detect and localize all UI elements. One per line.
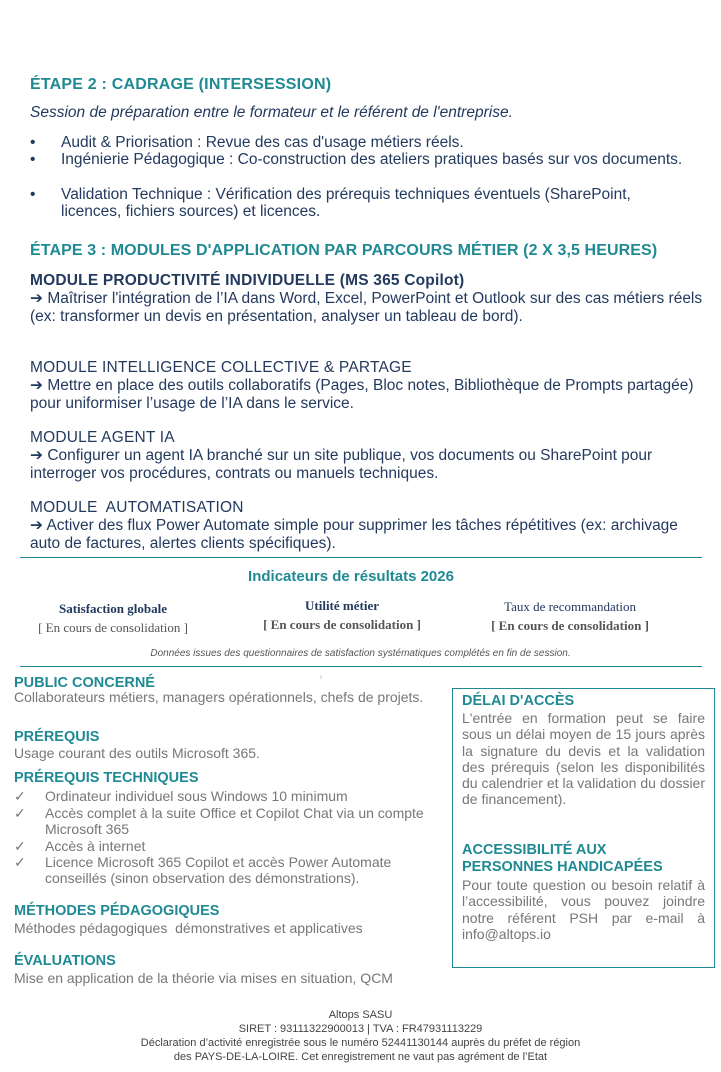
footer-siret: SIRET : 93111322900013 | TVA : FR47931113229	[238, 1023, 483, 1035]
check-text: Ordinateur individuel sous Windows 10 minimum	[45, 788, 348, 804]
module-text	[30, 517, 712, 552]
bullet-icon: •	[30, 134, 36, 151]
check-icon: ✓	[14, 788, 26, 804]
methodes-title: MÉTHODES PÉDAGOGIQUES	[14, 903, 220, 919]
methodes-text: Méthodes pédagogiques démonstratives et applicatives	[14, 920, 363, 936]
etape2-subtitle: Session de préparation entre le formateur et le référent de l'entreprise.	[30, 104, 513, 121]
delai-title: DÉLAI D'ACCÈS	[462, 693, 575, 709]
prerequis-text: Usage courant des outils Microsoft 365.	[14, 745, 260, 761]
module-description: Activer des flux Power Automate simple pour supprimer les tâches répétitives (ex: archivage auto de factures, alertes clients spécifiques).	[30, 517, 678, 552]
module-title	[30, 359, 412, 377]
footer-declaration-2: des PAYS-DE-LA-LOIRE. Cet enregistrement ne vaut pas agrément de l’Etat	[173, 1051, 548, 1063]
evaluations-text: Mise en application de la théorie via mises en situation, QCM	[14, 970, 393, 986]
indicator-label: Satisfaction globale	[59, 601, 167, 616]
module-title	[30, 272, 464, 290]
module-text	[30, 447, 712, 482]
bullet-text: Ingénierie Pédagogique : Co-construction des ateliers pratiques basés sur vos documents.	[61, 151, 683, 168]
accessibilite-title-line1: ACCESSIBILITÉ AUX	[462, 842, 607, 858]
public-text: Collaborateurs métiers, managers opérationnels, chefs de projets.	[14, 689, 424, 705]
accessibilite-text: Pour toute question ou besoin relatif à l’accessibilité, vous pouvez joindre notre référent PSH par e-mail à info@altops.io	[462, 877, 705, 942]
module-description: Configurer un agent IA branché sur un site publique, vos documents ou SharePoint pour interroger vos procédures, contrats ou manuels techniques.	[30, 447, 653, 482]
bullet-text: Validation Technique : Vérification des prérequis techniques éventuels (SharePoint, licences, fichiers sources) et licences.	[61, 186, 631, 220]
accessibilite-title-line2: PERSONNES HANDICAPÉES	[462, 859, 663, 875]
indicator-recommandation	[475, 599, 665, 634]
indicator-value: [ En cours de consolidation ]	[263, 617, 421, 632]
check-text: Accès complet à la suite Office et Copilot Chat via un compte Microsoft 365	[45, 805, 424, 837]
module-title-suffix: (MS 365 Copilot)	[335, 272, 465, 289]
etape3-title: ÉTAPE 3 : MODULES D'APPLICATION PAR PARCOURS MÉTIER (2 X 3,5 HEURES)	[30, 242, 658, 259]
delai-text: L'entrée en formation peut se faire sous un délai moyen de 15 jours après la signature du devis et la validation des prérequis (selon les disponibilités du calendrier et la validation du dossier de financement).	[462, 710, 705, 808]
check-text: Licence Microsoft 365 Copilot et accès Power Automate conseillés (sinon observation des démonstrations).	[45, 854, 392, 886]
prerequis-title: PRÉREQUIS	[14, 729, 100, 745]
module-title-main: MODULE AGENT IA	[30, 429, 175, 446]
indicator-utilite	[245, 598, 439, 633]
divider	[20, 557, 702, 558]
bullet-icon: •	[30, 151, 36, 168]
check-text: Accès à internet	[45, 838, 146, 854]
indicator-label: Taux de recommandation	[504, 599, 636, 614]
module-text	[30, 290, 712, 325]
check-icon: ✓	[14, 838, 26, 854]
arrow-icon: ➔	[30, 377, 43, 394]
module-title	[30, 429, 175, 447]
etape2-title: ÉTAPE 2 : CADRAGE (INTERSESSION)	[30, 76, 332, 93]
check-icon: ✓	[14, 854, 26, 870]
indicator-value: [ En cours de consolidation ]	[38, 620, 188, 635]
indicator-value: [ En cours de consolidation ]	[491, 618, 649, 633]
divider	[20, 666, 702, 667]
info-box	[452, 688, 715, 968]
arrow-icon: ➔	[30, 517, 43, 534]
footer-declaration: Déclaration d’activité enregistrée sous le numéro 52441130144 auprès du préfet de région	[140, 1037, 581, 1049]
module-description: Mettre en place des outils collaboratifs (Pages, Bloc notes, Bibliothèque de Prompts partagée) pour uniformiser l’usage de l’IA dans le service.	[30, 377, 694, 412]
indicator-label: Utilité métier	[305, 598, 379, 613]
indicators-title: Indicateurs de résultats 2026	[248, 568, 454, 585]
arrow-icon: ➔	[30, 447, 43, 464]
check-icon: ✓	[14, 805, 26, 821]
module-text	[30, 377, 712, 412]
arrow-icon: ➔	[30, 290, 43, 307]
module-description: Maîtriser l'intégration de l’IA dans Word, Excel, PowerPoint et Outlook sur des cas métiers réels (ex: transformer un devis en présentation, analyser un tableau de bord).	[30, 290, 703, 325]
module-title-main: MODULE INTELLIGENCE COLLECTIVE & PARTAGE	[30, 359, 412, 376]
bullet-text: Audit & Priorisation : Revue des cas d'usage métiers réels.	[61, 134, 464, 151]
public-title: PUBLIC CONCERNÉ	[14, 675, 155, 691]
indicators-note: Données issues des questionnaires de satisfaction systématiques complétés en fin de session.	[150, 648, 571, 659]
evaluations-title: ÉVALUATIONS	[14, 953, 116, 969]
prerequis-tech-title: PRÉREQUIS TECHNIQUES	[14, 770, 199, 786]
module-title-main: MODULE AUTOMATISATION	[30, 499, 244, 516]
tiny-mark: ²	[320, 676, 322, 682]
module-title	[30, 499, 244, 517]
footer-company: Altops SASU	[328, 1009, 393, 1021]
bullet-icon: •	[30, 186, 36, 203]
indicator-satisfaction	[20, 601, 206, 636]
module-title-main: MODULE PRODUCTIVITÉ INDIVIDUELLE	[30, 272, 336, 289]
footer	[0, 1008, 721, 1064]
